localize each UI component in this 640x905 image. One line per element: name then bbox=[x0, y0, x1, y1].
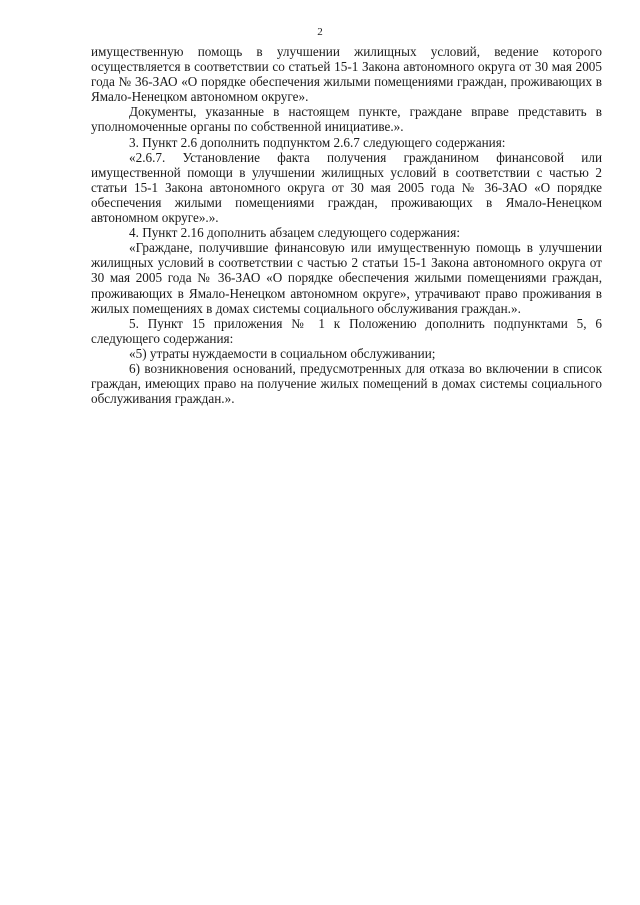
paragraph-amendment-3: 3. Пункт 2.6 дополнить подпунктом 2.6.7 следующего содержания: bbox=[129, 134, 506, 150]
page-number: 2 bbox=[317, 26, 323, 38]
document-body bbox=[91, 44, 602, 406]
paragraph-subclause-6: 6) возникновения оснований, предусмотренных для отказа во включении в список граждан, имеющих право на получение жилых помещений в домах системы социального обслуживания граждан.». bbox=[91, 360, 602, 407]
paragraph-subclause-5: «5) утраты нуждаемости в социальном обслуживании; bbox=[129, 345, 436, 361]
paragraph-subclause-2-6-7: «2.6.7. Установление факта получения гражданином финансовой или имущественной помощи в улучшении жилищных условий в соответствии с частью 2 статьи 15-1 Закона автономного округа от 30 мая 2005 года № 36-ЗАО «О порядке обеспечения жилыми помещениями граждан, проживающих в Ямало-Ненецком автономном округе».». bbox=[91, 149, 602, 226]
paragraph-clause-2-16-text: «Граждане, получившие финансовую или имущественную помощь в улучшении жилищных условий в соответствии с частью 2 статьи 15-1 Закона автономного округа от 30 мая 2005 года № 36-ЗАО «О порядке обеспечения жилыми помещениями граждан, проживающих в Ямало-Ненецком автономном округе», утрачивают право проживания в жилых помещениях в домах системы социального обслуживания граждан.». bbox=[91, 240, 602, 316]
paragraph-amendment-4: 4. Пункт 2.16 дополнить абзацем следующего содержания: bbox=[129, 225, 461, 241]
paragraph-documents-note: Документы, указанные в настоящем пункте, граждане вправе представить в уполномоченные органы по собственной инициативе.». bbox=[91, 104, 602, 135]
paragraph-continuation: имущественную помощь в улучшении жилищных условий, ведение которого осуществляется в соответствии со статьей 15-1 Закона автономного округа от 30 мая 2005 года № 36-ЗАО «О порядке обеспечения жилыми помещениями граждан, проживающих в Ямало-Ненецком автономном округе». bbox=[91, 44, 602, 105]
paragraph-amendment-5: 5. Пункт 15 приложения № 1 к Положению дополнить подпунктами 5, 6 следующего содержания: bbox=[91, 315, 602, 346]
